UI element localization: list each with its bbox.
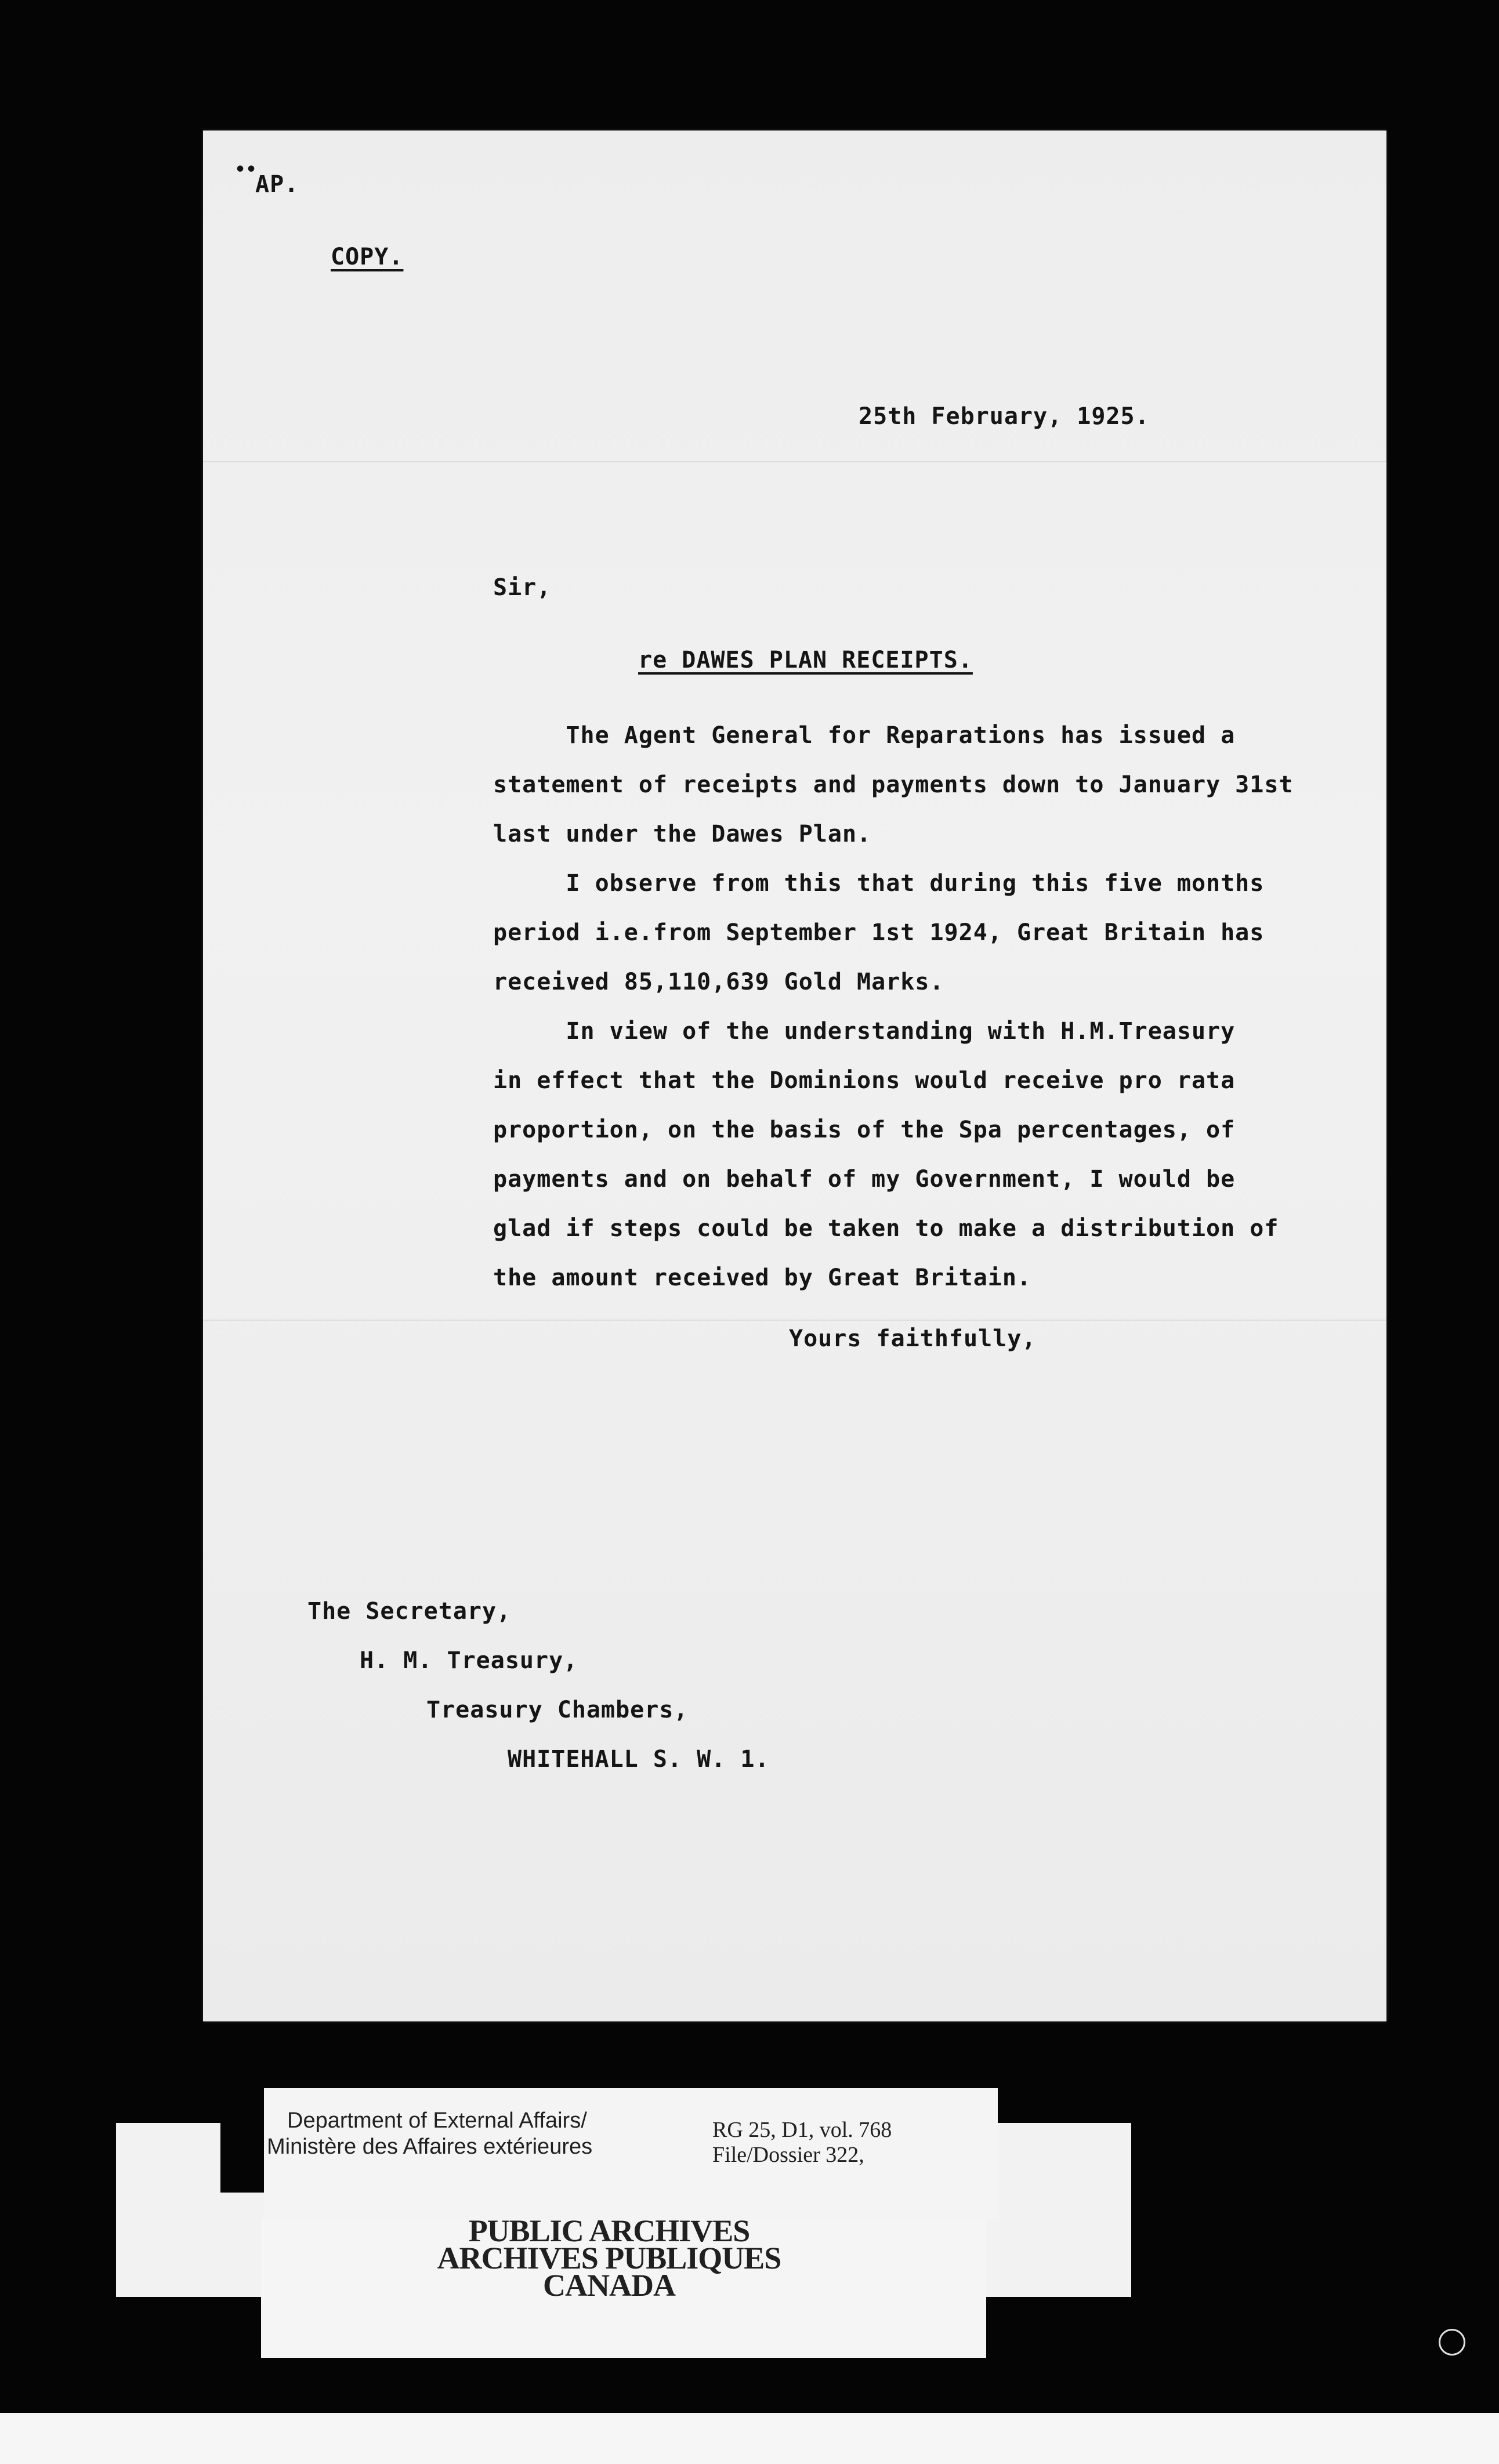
- fold-line: [203, 461, 1386, 462]
- body-line: the amount received by Great Britain.: [493, 1264, 1032, 1291]
- body-line: payments and on behalf of my Government, I would be: [493, 1166, 1236, 1193]
- body-line: statement of receipts and payments down to January 31st: [493, 771, 1294, 798]
- salutation: Sir,: [493, 574, 552, 601]
- reference-dots: ••: [235, 160, 258, 180]
- address-line: The Secretary,: [307, 1598, 512, 1625]
- body-line: proportion, on the basis of the Spa percentages, of: [493, 1117, 1236, 1143]
- body-line: period i.e.from September 1st 1924, Great Britain has: [493, 919, 1265, 946]
- body-line: in effect that the Dominions would receive pro rata: [493, 1067, 1236, 1094]
- department-name-fr: Ministère des Affaires extérieures: [267, 2135, 593, 2159]
- copy-label: COPY.: [331, 244, 404, 270]
- body-line: The Agent General for Reparations has issued a: [493, 722, 1236, 749]
- body-line: glad if steps could be taken to make a distribution of: [493, 1215, 1279, 1242]
- subject-line: re DAWES PLAN RECEIPTS.: [638, 647, 973, 673]
- reference-mark: AP.: [255, 171, 299, 198]
- body-line: received 85,110,639 Gold Marks.: [493, 969, 944, 995]
- file-reference: File/Dossier 322,: [712, 2143, 864, 2167]
- letter-sheet: [203, 131, 1386, 2021]
- closing: Yours faithfully,: [789, 1325, 1037, 1352]
- archives-title-fr: ARCHIVES PUBLIQUES: [437, 2241, 781, 2275]
- body-line: In view of the understanding with H.M.Treasury: [493, 1018, 1236, 1045]
- film-registration-icon: [1439, 2329, 1465, 2356]
- archives-title-en: PUBLIC ARCHIVES: [468, 2213, 750, 2248]
- fold-line: [203, 1320, 1386, 1321]
- letter-date: 25th February, 1925.: [859, 403, 1150, 430]
- archives-country: CANADA: [543, 2268, 675, 2303]
- department-name-en: Department of External Affairs/: [287, 2108, 587, 2133]
- body-line: last under the Dawes Plan.: [493, 821, 872, 847]
- address-line: Treasury Chambers,: [426, 1697, 689, 1723]
- body-line: I observe from this that during this five months: [493, 870, 1265, 897]
- address-line: H. M. Treasury,: [360, 1647, 578, 1674]
- address-line: WHITEHALL S. W. 1.: [508, 1746, 770, 1773]
- film-edge-strip: [0, 2413, 1499, 2464]
- record-group: RG 25, D1, vol. 768: [712, 2118, 892, 2142]
